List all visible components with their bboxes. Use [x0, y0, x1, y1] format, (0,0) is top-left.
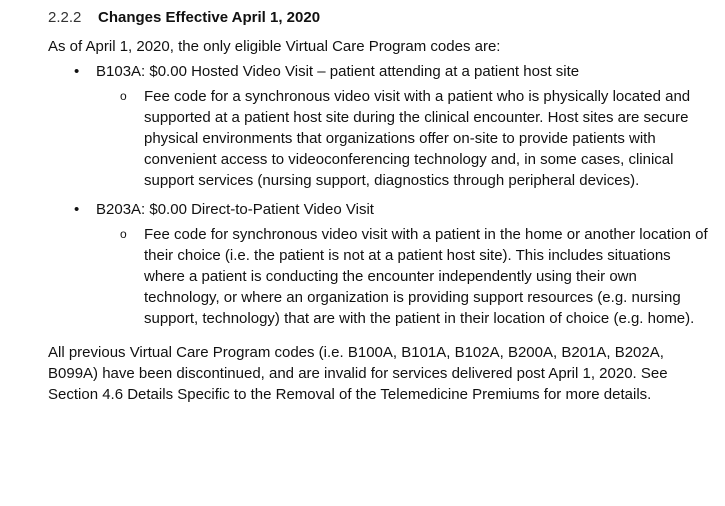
sub-list-item	[96, 86, 708, 191]
circle-bullet-icon: o	[120, 227, 127, 241]
section-title: Changes Effective April 1, 2020	[98, 9, 321, 26]
code-detail: Fee code for a synchronous video visit with a patient who is physically located and supported at a patient host site during the clinical encounter. Host sites are secure physical environments that organizations offer on-site to provide patients with convenient access to videoconferencing technology and, in some cases, clinical support services (nursing support, diagnostics through peripheral devices).	[144, 88, 691, 189]
sub-list-item	[96, 224, 708, 329]
code-label: B203A: $0.00 Direct-to-Patient Video Visit	[96, 201, 374, 218]
list-item	[48, 199, 708, 329]
bullet-icon: •	[74, 63, 80, 80]
section-heading	[48, 7, 708, 29]
code-label: B103A: $0.00 Hosted Video Visit – patient attending at a patient host site	[96, 63, 580, 80]
closing-paragraph: All previous Virtual Care Program codes (i.e. B100A, B101A, B102A, B200A, B201A, B202A, B099A) have been discontinued, and are invalid for services delivered post April 1, 2020. See Section 4.6 Details Specific to the Removal of the Telemedicine Premiums for more details.	[48, 344, 668, 403]
intro-paragraph: As of April 1, 2020, the only eligible Virtual Care Program codes are:	[48, 38, 501, 55]
section-number: 2.2.2	[48, 9, 82, 26]
list-item	[48, 61, 708, 191]
sub-list	[96, 224, 708, 329]
code-detail: Fee code for synchronous video visit with a patient in the home or another location of their choice (i.e. the patient is not at a patient host site). This includes situations where a patient is conducting the encounter independently using their own technology, or where an organization is providing support resources (e.g. nursing support, technology) that are with the patient in their location of choice (e.g. home).	[144, 226, 708, 327]
code-list	[48, 61, 708, 329]
sub-list	[96, 86, 708, 191]
document-body	[48, 7, 708, 405]
bullet-icon: •	[74, 201, 80, 218]
circle-bullet-icon: o	[120, 89, 127, 103]
